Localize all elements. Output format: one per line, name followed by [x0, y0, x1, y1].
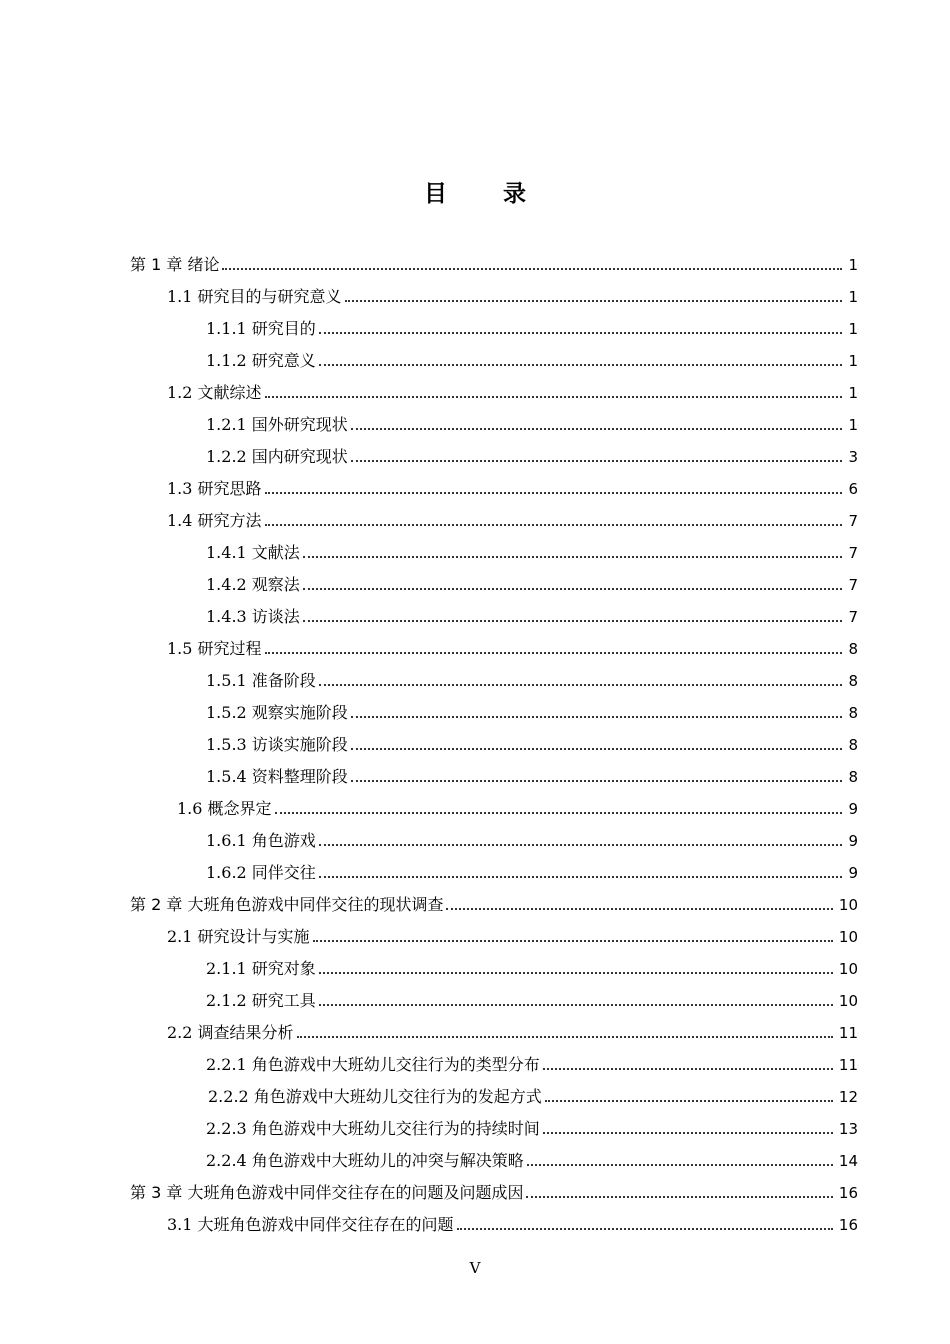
toc-entry-page: 10 [838, 896, 858, 914]
toc-leader-dots [303, 619, 843, 622]
toc-entry-label: 1.2.2 国内研究现状 [206, 447, 348, 466]
toc-leader-dots [319, 331, 843, 334]
toc-leader-dots [319, 875, 843, 878]
toc-leader-dots [446, 907, 832, 910]
toc-entry-label: 2.1.1 研究对象 [206, 959, 316, 978]
toc-entry[interactable] [130, 243, 858, 275]
toc-leader-dots [545, 1099, 833, 1102]
toc-entry[interactable] [206, 947, 858, 979]
toc-entry-label: 1.5.2 观察实施阶段 [206, 703, 348, 722]
toc-entry-page: 9 [848, 800, 858, 818]
toc-entry-page: 7 [848, 576, 858, 594]
toc-entry[interactable] [167, 371, 858, 403]
toc-leader-dots [319, 1003, 833, 1006]
toc-entry-label: 2.2 调查结果分析 [167, 1023, 294, 1042]
toc-entry-label: 2.2.4 角色游戏中大班幼儿的冲突与解决策略 [206, 1151, 524, 1170]
toc-entry-page: 1 [848, 416, 858, 434]
toc-entry-label: 1.3 研究思路 [167, 479, 262, 498]
toc-entry[interactable] [206, 1139, 858, 1171]
toc-entry-label: 2.1 研究设计与实施 [167, 927, 310, 946]
toc-entry[interactable] [130, 1171, 858, 1203]
toc-entry-label: 1.2 文献综述 [167, 383, 262, 402]
page-title: 目 录 [423, 181, 550, 207]
toc-entry-label: 第 3 章 大班角色游戏中同伴交往存在的问题及问题成因 [130, 1183, 524, 1202]
toc-entry-page: 6 [848, 480, 858, 498]
toc-entry[interactable] [206, 595, 858, 627]
toc-entry-page: 8 [848, 736, 858, 754]
toc-entry[interactable] [206, 755, 858, 787]
toc-entry-page: 1 [848, 384, 858, 402]
toc-entry[interactable] [206, 1107, 858, 1139]
toc-leader-dots [303, 555, 843, 558]
toc-entry[interactable] [206, 339, 858, 371]
toc-entry-page: 7 [848, 608, 858, 626]
toc-leader-dots [351, 459, 843, 462]
toc-entry-page: 7 [848, 544, 858, 562]
toc-entry-page: 9 [848, 864, 858, 882]
toc-leader-dots [297, 1035, 833, 1038]
toc-leader-dots [526, 1195, 832, 1198]
toc-entry-page: 1 [848, 256, 858, 274]
toc-leader-dots [457, 1227, 833, 1230]
toc-entry-label: 第 2 章 大班角色游戏中同伴交往的现状调查 [130, 895, 444, 914]
toc-entry[interactable] [167, 915, 858, 947]
toc-entry[interactable] [167, 627, 858, 659]
toc-leader-dots [351, 779, 843, 782]
toc-leader-dots [543, 1131, 833, 1134]
toc-entry-label: 1.6.1 角色游戏 [206, 831, 316, 850]
toc-entry-label: 2.2.1 角色游戏中大班幼儿交往行为的类型分布 [206, 1055, 540, 1074]
toc-entry-page: 8 [848, 768, 858, 786]
toc-entry[interactable] [206, 979, 858, 1011]
toc-entry-label: 1.6.2 同伴交往 [206, 863, 316, 882]
toc-leader-dots [319, 363, 843, 366]
toc-leader-dots [265, 491, 843, 494]
toc-entry-page: 1 [848, 288, 858, 306]
toc-entry[interactable] [167, 499, 858, 531]
toc-entry-page: 1 [848, 320, 858, 338]
toc-entry-page: 8 [848, 640, 858, 658]
toc-leader-dots [351, 747, 843, 750]
toc-entry-page: 9 [848, 832, 858, 850]
toc-leader-dots [319, 683, 843, 686]
toc-entry-page: 10 [838, 960, 858, 978]
toc-leader-dots [345, 299, 843, 302]
toc-entry[interactable] [206, 1043, 858, 1075]
toc-entry[interactable] [206, 563, 858, 595]
toc-entry-label: 1.4.1 文献法 [206, 543, 300, 562]
toc-entry-label: 1.5 研究过程 [167, 639, 262, 658]
toc-leader-dots [351, 715, 843, 718]
toc-entry[interactable] [206, 307, 858, 339]
toc-entry-page: 13 [838, 1120, 858, 1138]
toc-entry[interactable] [206, 851, 858, 883]
toc-entry[interactable] [167, 275, 858, 307]
toc-entry-page: 12 [838, 1088, 858, 1106]
toc-entry[interactable] [177, 787, 858, 819]
toc-entry-label: 1.5.1 准备阶段 [206, 671, 316, 690]
toc-entry-label: 1.1.2 研究意义 [206, 351, 316, 370]
toc-leader-dots [527, 1163, 833, 1166]
page-number: V [469, 1259, 481, 1277]
toc-entry-page: 8 [848, 672, 858, 690]
toc-leader-dots [275, 811, 843, 814]
toc-entry-label: 1.1 研究目的与研究意义 [167, 287, 342, 306]
toc-leader-dots [265, 523, 843, 526]
toc-entry[interactable] [206, 403, 858, 435]
toc-entry-page: 14 [838, 1152, 858, 1170]
toc-entry-label: 1.5.3 访谈实施阶段 [206, 735, 348, 754]
toc-entry-page: 16 [838, 1184, 858, 1202]
toc-entry-label: 1.2.1 国外研究现状 [206, 415, 348, 434]
toc-leader-dots [313, 939, 833, 942]
toc-entry[interactable] [208, 1075, 858, 1107]
toc-entry-label: 第 1 章 绪论 [130, 255, 220, 274]
toc-leader-dots [319, 971, 833, 974]
toc-leader-dots [222, 267, 842, 270]
toc-entry-page: 1 [848, 352, 858, 370]
toc-leader-dots [319, 843, 843, 846]
toc-leader-dots [265, 651, 843, 654]
toc-entry-label: 1.6 概念界定 [177, 799, 272, 818]
toc-entry[interactable] [130, 883, 858, 915]
toc-entry-label: 1.1.1 研究目的 [206, 319, 316, 338]
toc-entry-page: 11 [838, 1056, 858, 1074]
toc-entry-label: 1.5.4 资料整理阶段 [206, 767, 348, 786]
toc-entry-label: 2.1.2 研究工具 [206, 991, 316, 1010]
toc-entry-page: 10 [838, 928, 858, 946]
toc-entry-label: 2.2.2 角色游戏中大班幼儿交往行为的发起方式 [208, 1087, 542, 1106]
toc-leader-dots [543, 1067, 833, 1070]
toc-entry-label: 3.1 大班角色游戏中同伴交往存在的问题 [167, 1215, 454, 1234]
toc-entry[interactable] [167, 1203, 858, 1235]
toc-entry-label: 1.4 研究方法 [167, 511, 262, 530]
toc-entry[interactable] [206, 723, 858, 755]
toc-entry-page: 3 [848, 448, 858, 466]
toc-leader-dots [351, 427, 843, 430]
toc-entry-page: 10 [838, 992, 858, 1010]
toc-entry[interactable] [206, 435, 858, 467]
toc-entry-page: 8 [848, 704, 858, 722]
toc-entry[interactable] [206, 531, 858, 563]
toc-entry-label: 1.4.3 访谈法 [206, 607, 300, 626]
toc-entry-label: 2.2.3 角色游戏中大班幼儿交往行为的持续时间 [206, 1119, 540, 1138]
toc-entry-page: 7 [848, 512, 858, 530]
toc-entry-page: 11 [838, 1024, 858, 1042]
toc-entry[interactable] [167, 1011, 858, 1043]
toc-entry-page: 16 [838, 1216, 858, 1234]
toc-leader-dots [265, 395, 843, 398]
toc-entry[interactable] [206, 691, 858, 723]
toc-entry-label: 1.4.2 观察法 [206, 575, 300, 594]
toc-entry[interactable] [206, 819, 858, 851]
toc-leader-dots [303, 587, 843, 590]
toc-entry[interactable] [167, 467, 858, 499]
toc-entry[interactable] [206, 659, 858, 691]
